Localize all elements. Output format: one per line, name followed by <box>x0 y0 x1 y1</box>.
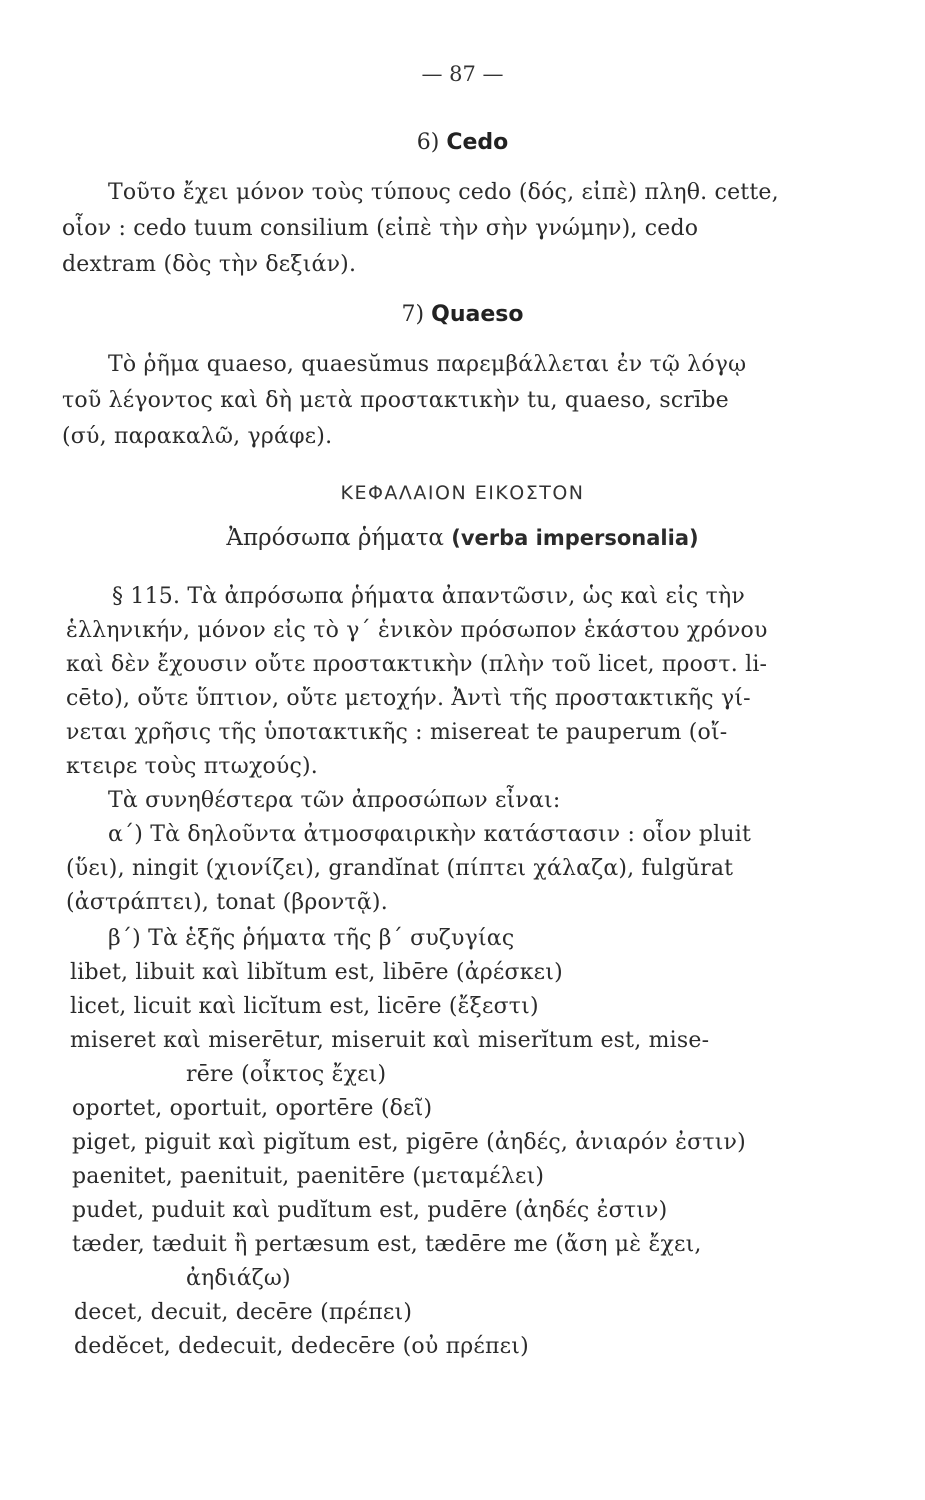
verb-list-item: ἀηδιάζω) <box>186 1266 291 1291</box>
chapter-title-greek: Ἀπρόσωπα ῥήματα <box>226 525 444 551</box>
text-line: νεται χρῆσις τῆς ὑποτακτικῆς : misereat te pauperum (οἴ- <box>66 720 728 745</box>
text-line: οἷον : cedo tuum consilium (εἰπὲ τὴν σὴν γνώμην), cedo <box>62 216 699 241</box>
verb-list-item: pudet, puduit καὶ pudĭtum est, pudēre (ἀηδές ἐστιν) <box>72 1198 668 1223</box>
text-line: dextram (δὸς τὴν δεξιάν). <box>62 252 357 277</box>
section-7-number: 7) <box>401 302 425 327</box>
section-7-title: Quaeso <box>431 302 524 327</box>
text-line: τοῦ λέγοντος καὶ δὴ μετὰ προστακτικὴν tu, quaeso, scrībe <box>62 388 729 413</box>
section-6-heading <box>0 128 925 158</box>
text-line: α´) Τὰ δηλοῦντα ἀτμοσφαιρικὴν κατάστασιν : οἷον pluit <box>108 822 752 847</box>
text-line: β´) Τὰ ἑξῆς ῥήματα τῆς β´ συζυγίας <box>108 926 515 951</box>
text-line: cēto), οὔτε ὕπτιον, οὔτε μετοχήν. Ἀντὶ τῆς προστακτικῆς γί- <box>66 686 751 711</box>
chapter-label: ΚΕΦΑΛΑΙΟΝ ΕΙΚΟΣΤΟΝ <box>340 482 585 504</box>
chapter-title <box>0 525 925 551</box>
page-number: — 87 — <box>421 62 504 86</box>
text-line: (σύ, παρακαλῶ, γράφε). <box>62 424 333 449</box>
verb-list-item: tæder, tæduit ἢ pertæsum est, tædēre me (ἄση μὲ ἔχει, <box>72 1232 702 1257</box>
chapter-title-latin: (verba impersonalia) <box>451 526 699 550</box>
verb-list-item: libet, libuit καὶ libĭtum est, libēre (ἀρέσκει) <box>70 960 563 985</box>
text-line: § 115. Τὰ ἀπρόσωπα ῥήματα ἀπαντῶσιν, ὡς καὶ εἰς τὴν <box>112 584 745 609</box>
text-line: κτειρε τοὺς πτωχούς). <box>66 754 318 779</box>
verb-list-item: rēre (οἶκτος ἔχει) <box>186 1062 387 1087</box>
verb-list-item: miseret καὶ miserētur, miseruit καὶ miserĭtum est, mise- <box>70 1028 710 1053</box>
section-6-title: Cedo <box>446 130 509 155</box>
section-7-heading <box>0 300 925 330</box>
verb-list-item: dedĕcet, dedecuit, dedecēre (οὐ πρέπει) <box>74 1334 529 1359</box>
verb-list-item: licet, licuit καὶ licĭtum est, licēre (ἔξεστι) <box>70 994 539 1019</box>
section-6-number: 6) <box>416 130 440 155</box>
text-line: Τὰ συνηθέστερα τῶν ἀπροσώπων εἶναι: <box>108 788 561 813</box>
verb-list-item: decet, decuit, decēre (πρέπει) <box>74 1300 413 1325</box>
verb-list-item: piget, piguit καὶ pigĭtum est, pigēre (ἀηδές, ἀνιαρόν ἐστιν) <box>72 1130 746 1155</box>
text-line: ἑλληνικήν, μόνον εἰς τὸ γ´ ἑνικὸν πρόσωπον ἑκάστου χρόνου <box>66 618 768 643</box>
text-line: (ὕει), ningit (χιονίζει), grandĭnat (πίπτει χάλαζα), fulgŭrat <box>66 856 734 881</box>
verb-list-item: oportet, oportuit, oportēre (δεῖ) <box>72 1096 433 1121</box>
verb-list-item: paenitet, paenituit, paenitēre (μεταμέλει) <box>72 1164 545 1189</box>
text-line: καὶ δὲν ἔχουσιν οὔτε προστακτικὴν (πλὴν τοῦ licet, προστ. li- <box>66 652 768 677</box>
text-line: Τοῦτο ἔχει μόνον τοὺς τύπους cedo (δός, εἰπὲ) πληθ. cette, <box>108 180 779 205</box>
text-line: Τὸ ῥῆμα quaeso, quaesŭmus παρεμβάλλεται ἐν τῷ λόγῳ <box>108 352 747 377</box>
text-line: (ἀστράπτει), tonat (βροντᾷ). <box>66 890 388 915</box>
